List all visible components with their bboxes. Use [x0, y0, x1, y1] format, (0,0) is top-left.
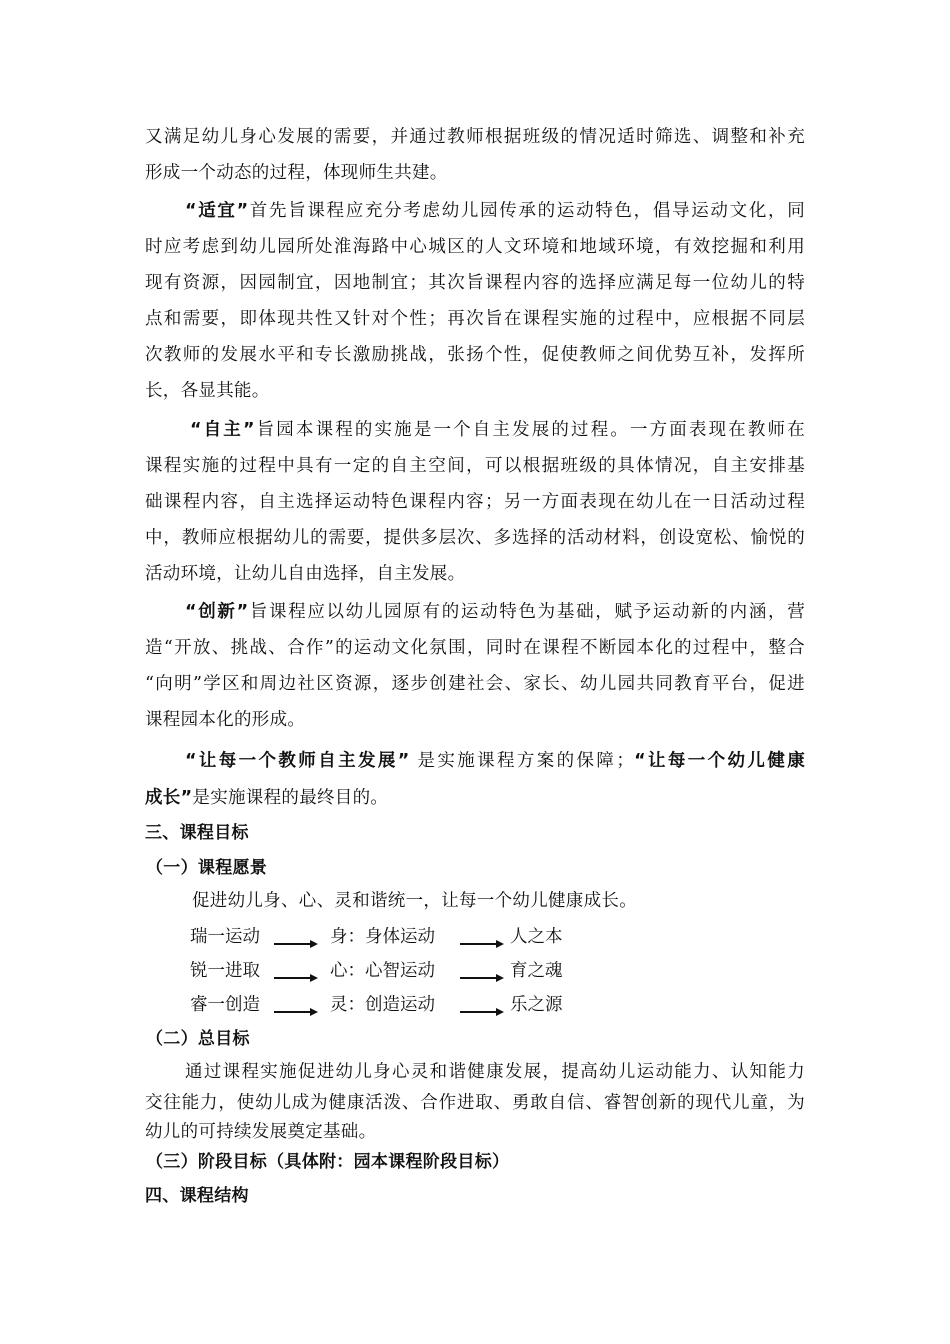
arrow-icon: [274, 974, 318, 982]
term-teacher: “让每一个教师自主发展”: [185, 751, 410, 771]
section-heading: 三、课程目标: [145, 823, 249, 843]
arrow-icon: [460, 974, 504, 982]
vision-row-2-mid: 心：心智运动: [330, 961, 435, 981]
subsection-heading: （一）课程愿景: [146, 858, 268, 878]
vision-row-3-mid: 灵：创造运动: [330, 995, 435, 1015]
subsection-heading: （二）总目标: [146, 1029, 250, 1049]
zizhu-first-line: “自主”旨园本课程的实施是一个自主发展的过程。一方面表现在教师在: [190, 420, 805, 440]
vision-row-2-left: 锐一进取: [190, 961, 260, 981]
vision-row-3-left: 睿一创造: [190, 995, 260, 1015]
paragraph-line: 长，各显其能。: [145, 381, 270, 401]
paragraph-line: 形成一个动态的过程，体现师生共建。: [145, 163, 448, 183]
term-zizhu: “自主”: [190, 420, 255, 440]
paragraph-line: 造“开放、挑战、合作”的运动文化氛围，同时在课程不断园本化的过程中，整合: [145, 638, 805, 658]
section-heading: 四、课程结构: [145, 1186, 249, 1206]
vision-row-1-right: 人之本: [510, 927, 563, 947]
paragraph-line: 点和需要，即体现共性又针对个性；再次旨在课程实施的过程中，应根据不同层: [145, 309, 805, 329]
vision-row-1-mid: 身：身体运动: [330, 927, 435, 947]
vision-row-1-left: 瑞一运动: [190, 927, 260, 947]
goal-line: 交往能力，使幼儿成为健康活泼、合作进取、勇敢自信、睿智创新的现代儿童，为: [145, 1093, 805, 1113]
paragraph-line: 现有资源，因园制宜，因地制宜；其次旨课程内容的选择应满足每一位幼儿的特: [145, 273, 805, 293]
paragraph-line: 课程园本化的形成。: [145, 710, 306, 730]
subsection-heading: （三）阶段目标（具体附：园本课程阶段目标）: [146, 1152, 510, 1172]
paragraph-line: 础课程内容，自主选择运动特色课程内容；另一方面表现在幼儿在一日活动过程: [145, 492, 805, 512]
term-chuangxin: “创新”: [185, 602, 249, 622]
chuangxin-first-line: “创新”旨课程应以幼儿园原有的运动特色为基础，赋予运动新的内涵，营: [185, 602, 806, 622]
term-shiyi: “适宜”: [185, 201, 249, 221]
term-child: “让每一个幼儿健康: [634, 751, 805, 771]
paragraph-line: 活动环境，让幼儿自由选择，自主发展。: [145, 564, 466, 584]
paragraph-line: 中，教师应根据幼儿的需要，提供多层次、多选择的活动材料，创设宽松、愉悦的: [145, 528, 805, 548]
vision-text: 促进幼儿身、心、灵和谐统一，让每一个幼儿健康成长。: [192, 891, 637, 911]
paragraph-line: 次教师的发展水平和专长激励挑战，张扬个性，促使教师之间优势互补，发挥所: [145, 345, 805, 365]
shiyi-first-line: “适宜”首先旨课程应充分考虑幼儿园传承的运动特色，倡导运动文化，同: [185, 201, 806, 221]
goal-line: 幼儿的可持续发展奠定基础。: [145, 1122, 377, 1142]
vision-row-3-right: 乐之源: [510, 995, 563, 1015]
guarantee-line: “让每一个教师自主发展” 是实施课程方案的保障；“让每一个幼儿健康: [185, 751, 805, 771]
paragraph-line: 又满足幼儿身心发展的需要，并通过教师根据班级的情况适时筛选、调整和补充: [145, 127, 805, 147]
arrow-icon: [460, 1008, 504, 1016]
arrow-icon: [274, 1008, 318, 1016]
arrow-icon: [460, 940, 504, 948]
paragraph-line: “向明”学区和周边社区资源，逐步创建社会、家长、幼儿园共同教育平台，促进: [145, 674, 805, 694]
arrow-icon: [274, 940, 318, 948]
paragraph-line: 时应考虑到幼儿园所处淮海路中心城区的人文环境和地域环境，有效挖掘和利用: [145, 237, 805, 257]
vision-row-2-right: 育之魂: [510, 961, 563, 981]
guarantee-line-2: 成长”是实施课程的最终目的。: [145, 788, 389, 808]
goal-line: 通过课程实施促进幼儿身心灵和谐健康发展，提高幼儿运动能力、认知能力: [185, 1062, 805, 1082]
paragraph-line: 课程实施的过程中具有一定的自主空间，可以根据班级的具体情况，自主安排基: [145, 456, 805, 476]
